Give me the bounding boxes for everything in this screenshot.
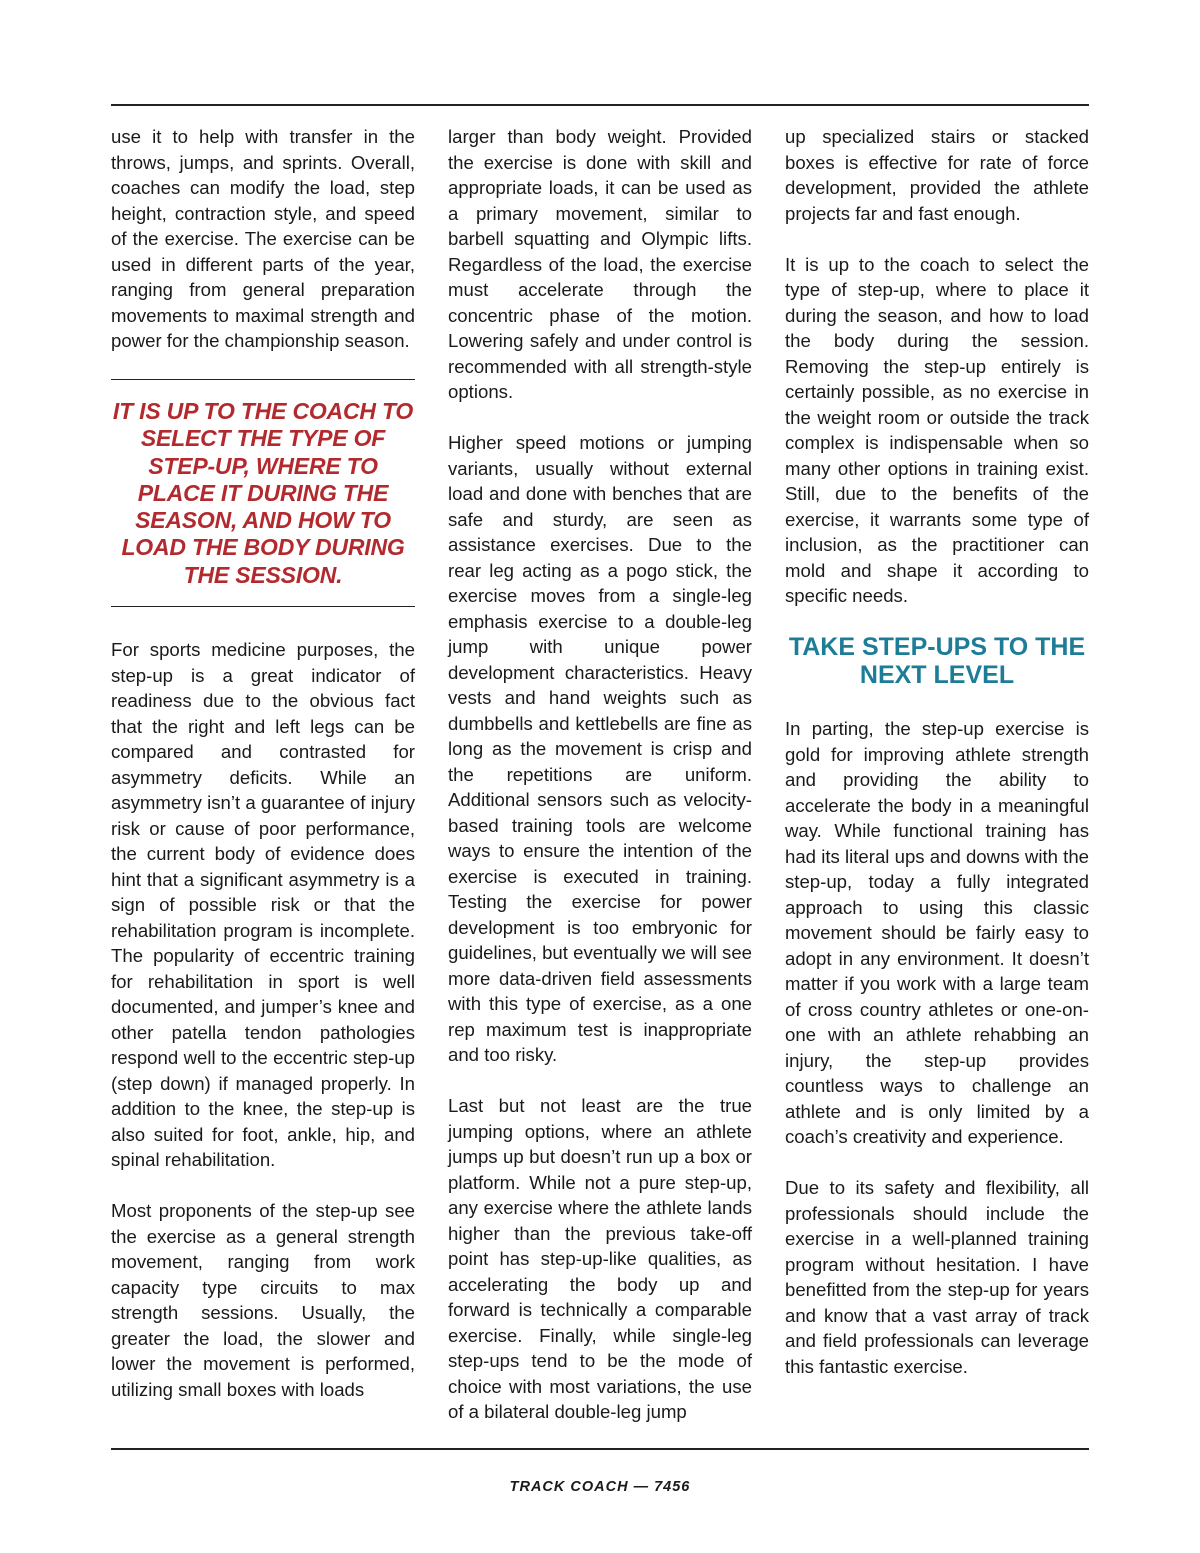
pullquote: IT IS UP TO THE COACH TO SELECT THE TYPE OF STEP-UP, WHERE TO PLACE IT DURING THE SEASON, AND HOW TO LOAD THE BODY DURING THE SESSION. [112,398,414,588]
body-paragraph: use it to help with transfer in the throws, jumps, and sprints. Overall, coaches can modify the load, step height, contraction style, and speed of the exercise. The exercise can be used in different parts of the year, ranging from general preparation movements to maximal strength and power for the championship season. [111,126,415,351]
body-paragraph: In parting, the step-up exercise is gold for improving athlete strength and providing the ability to accelerate the body in a meaningful way. While functional training has had its literal ups and downs with the step-up, today a fully integrated approach to using this classic movement should be fairly easy to adopt in any environment. It doesn’t matter if you work with a large team of cross country athletes or one-on-one with an athlete rehabbing an injury, the step-up provides countless ways to challenge an athlete and is only limited by a coach’s creativity and experience. [785,718,1089,1147]
body-paragraph: Most proponents of the step-up see the exercise as a general strength movement, ranging from work capacity type circuits to max strength sessions. Usually, the greater the load, the slower and lower the movement is performed, utilizing small boxes with loads [111,1200,415,1400]
body-paragraph: For sports medicine purposes, the step-up is a great indicator of readiness due to the obvious fact that the right and left legs can be compared and contrasted for asymmetry deficits. While an asymmetry isn’t a guarantee of injury risk or cause of poor performance, the current body of evidence does hint that a significant asymmetry is a sign of possible risk or that the rehabilitation program is incomplete. The popularity of eccentric training for rehabilitation in sport is well documented, and jumper’s knee and other patella tendon pathologies respond well to the eccentric step-up (step down) if managed properly. In addition to the knee, the step-up is also suited for foot, ankle, hip, and spinal rehabilitation. [111,639,415,1171]
pullquote-bottom-rule [111,606,415,607]
top-rule [111,104,1089,106]
column-2 [448,124,752,1450]
body-paragraph: Due to its safety and flexibility, all professionals should include the exercise in a well-planned training program without hesitation. I have benefitted from the step-up for years and know that a vast array of track and field professionals can leverage this fantastic exercise. [785,1177,1089,1377]
body-paragraph: Higher speed motions or jumping variants, usually without external load and done with benches that are safe and sturdy, are seen as assistance exercises. Due to the rear leg acting as a pogo stick, the exercise moves from a single-leg emphasis exercise to a double-leg jump with unique power development characteristics. Heavy vests and hand weights such as dumbbells and kettlebells are fine as long as the movement is crisp and the repetitions are uniform. Additional sensors such as velocity-based training tools are welcome ways to ensure the intention of the exercise is executed in training. Testing the exercise for power development is too embryonic for guidelines, but eventually we will see more data-driven field assessments with this type of exercise, as a one rep maximum test is inappropriate and too risky. [448,432,752,1065]
page-footer: TRACK COACH — 7456 [509,1479,691,1495]
body-paragraph: Last but not least are the true jumping options, where an athlete jumps up but doesn’t run up a box or platform. While not a pure step-up, any exercise where the athlete lands higher than the previous take-off point has step-up-like qualities, as accelerating the body up and forward is technically a comparable exercise. Finally, while single-leg step-ups tend to be the mode of choice with most variations, the use of a bilateral double-leg jump [448,1095,752,1422]
section-heading: TAKE STEP-UPS TO THE NEXT LEVEL [788,633,1086,689]
body-paragraph: up specialized stairs or stacked boxes is effective for rate of force development, provided the athlete projects far and fast enough. [785,126,1089,224]
bottom-rule [111,1448,1089,1450]
body-paragraph: It is up to the coach to select the type of step-up, where to place it during the season, and how to load the body during the session. Removing the step-up entirely is certainly possible, as no exercise in the weight room or outside the track complex is indispensable when so many other options in training exist. Still, due to the benefits of the exercise, it warrants some type of inclusion, as the practitioner can mold and shape it according to specific needs. [785,253,1089,606]
column-3 [785,124,1089,1405]
body-paragraph: larger than body weight. Provided the exercise is done with skill and appropriate loads, it can be used as a primary movement, similar to barbell squatting and Olympic lifts. Regardless of the load, the exercise must accelerate through the concentric phase of the motion. Lowering safely and under control is recommended with all strength-style options. [448,126,752,402]
column-1 [111,124,415,1428]
